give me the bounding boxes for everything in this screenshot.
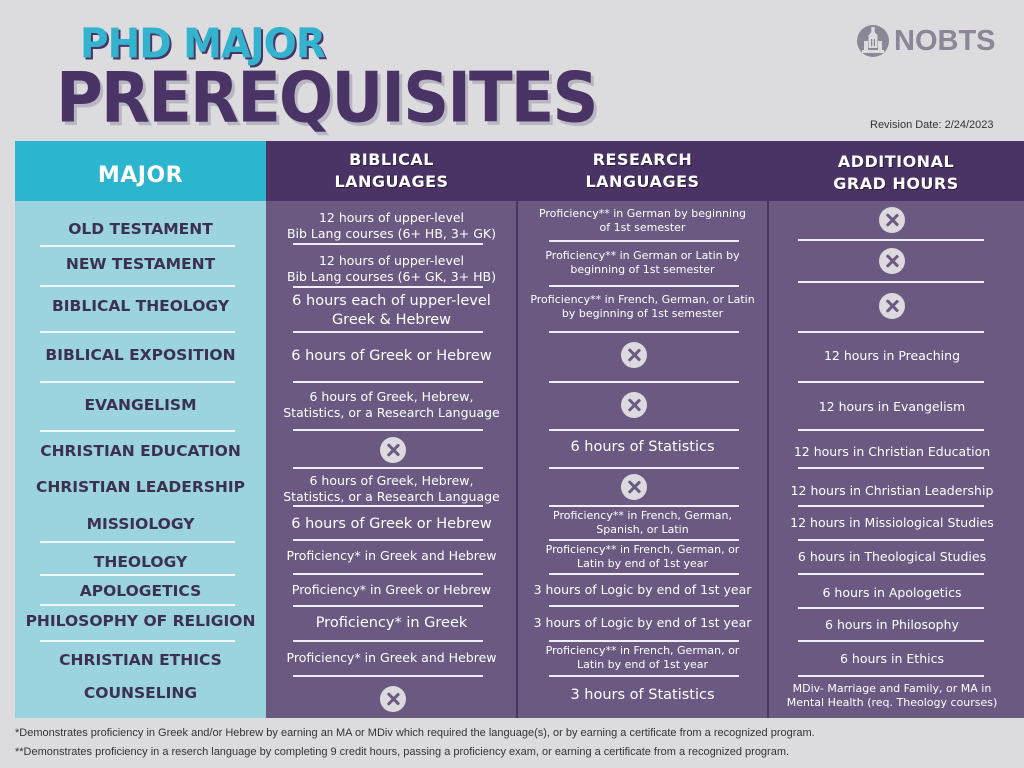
title-line-2: PREREQUISITES [56,59,597,139]
row-divider [293,539,483,541]
major-counseling: COUNSELING [83,684,198,702]
major-biblical-exposition: BIBLICAL EXPOSITION [45,346,236,364]
biblical-cell-apologetics: Proficiency* in Greek or Hebrew [291,581,492,597]
additional-cell-biblical-exposition: 12 hours in Preaching [823,347,961,363]
row-divider [798,573,984,575]
additional-cell-philosophy-of-religion: 6 hours in Philosophy [825,616,959,632]
not-required-icon [879,248,905,274]
biblical-cell-new-testament: 12 hours of upper-level Bib Lang courses (6+ GK, 3+ HB) [286,252,497,284]
row-divider [549,675,739,677]
row-divider [549,640,739,642]
row-divider [293,381,483,383]
major-christian-leadership: CHRISTIAN LEADERSHIP [35,478,246,496]
row-divider [293,675,483,677]
row-divider [798,381,984,383]
row-divider [549,573,739,575]
header-research-languages: RESEARCH LANGUAGES [585,150,700,191]
row-divider [549,505,739,507]
header-biblical-languages: BIBLICAL LANGUAGES [334,150,449,191]
row-divider [40,285,235,287]
row-divider [293,605,483,607]
major-missiology: MISSIOLOGY [86,515,195,533]
row-divider [549,381,739,383]
row-divider [798,467,984,469]
major-philosophy-of-religion: PHILOSOPHY OF RELIGION [25,612,256,630]
major-theology: THEOLOGY [93,553,188,571]
row-divider [798,281,984,283]
row-divider [293,286,483,288]
not-required-icon [621,474,647,500]
revision-date: Revision Date: 2/24/2023 [870,119,994,131]
research-cell-old-testament: Proficiency** in German by beginning of 1st semester [538,206,747,234]
additional-cell-christian-education: 12 hours in Christian Education [793,443,991,459]
header-major: MAJOR [97,163,184,189]
major-apologetics: APOLOGETICS [79,582,202,600]
not-required-icon [380,686,406,712]
not-required-icon [879,293,905,319]
additional-cell-christian-ethics: 6 hours in Ethics [840,650,944,666]
major-christian-education: CHRISTIAN EDUCATION [40,442,241,460]
biblical-cell-biblical-theology: 6 hours each of upper-level Greek & Hebrew [292,293,491,328]
row-divider [293,505,483,507]
biblical-cell-evangelism: 6 hours of Greek, Hebrew, Statistics, or a Research Language [283,388,500,420]
row-divider [40,541,235,543]
footnote-1: *Demonstrates proficiency in Greek and/or Hebrew by earning an MA or MDiv which required the language(s), or by earning a certificate from a recognized program. [15,727,815,739]
row-divider [549,331,739,333]
row-divider [40,331,235,333]
row-divider [293,573,483,575]
header-additional-grad-hours: ADDITIONAL GRAD HOURS [833,152,959,193]
additional-cell-missiology: 12 hours in Missiological Studies [790,514,994,530]
row-divider [549,467,739,469]
row-divider [549,285,739,287]
row-divider [798,331,984,333]
research-cell-christian-education: 6 hours of Statistics [570,438,715,455]
row-divider [798,640,984,642]
research-cell-christian-ethics: Proficiency** in French, German, or Latin by end of 1st year [545,643,740,671]
row-divider [798,539,984,541]
research-cell-philosophy-of-religion: 3 hours of Logic by end of 1st year [533,614,752,630]
major-biblical-theology: BIBLICAL THEOLOGY [51,297,230,315]
research-cell-new-testament: Proficiency** in German or Latin by beginning of 1st semester [545,248,740,276]
not-required-icon [380,437,406,463]
row-divider [40,430,235,432]
nobts-logo [856,24,996,58]
biblical-cell-old-testament: 12 hours of upper-level Bib Lang courses (6+ HB, 3+ GK) [286,209,497,241]
research-cell-apologetics: 3 hours of Logic by end of 1st year [533,581,752,597]
biblical-cell-philosophy-of-religion: Proficiency* in Greek [315,614,468,631]
additional-cell-counseling: MDiv- Marriage and Family, or MA in Mental Health (req. Theology courses) [786,681,998,709]
research-cell-theology: Proficiency** in French, German, or Latin by end of 1st year [545,542,740,570]
research-cell-biblical-theology: Proficiency** in French, German, or Latin by beginning of 1st semester [530,292,755,320]
footnote-2: **Demonstrates proficiency in a reserch language by completing 9 credit hours, passing a proficiency exam, or earning a certificate from a recognized program. [15,746,790,758]
not-required-icon [621,392,647,418]
biblical-cell-theology: Proficiency* in Greek and Hebrew [286,547,497,563]
row-divider [40,245,235,247]
row-divider [549,539,739,541]
biblical-cell-christian-leadership: 6 hours of Greek, Hebrew, Statistics, or a Research Language [283,472,500,504]
row-divider [798,675,984,677]
row-divider [798,607,984,609]
row-divider [549,429,739,431]
additional-cell-christian-leadership: 12 hours in Christian Leadership [790,482,994,498]
row-divider [798,239,984,241]
additional-cell-apologetics: 6 hours in Apologetics [822,584,962,600]
row-divider [293,243,483,245]
row-divider [40,604,235,606]
row-divider [293,467,483,469]
biblical-cell-missiology: 6 hours of Greek or Hebrew [291,515,492,532]
row-divider [40,381,235,383]
not-required-icon [621,342,647,368]
row-divider [293,331,483,333]
major-new-testament: NEW TESTAMENT [65,255,216,273]
research-cell-missiology: Proficiency** in French, German, Spanish, or Latin [553,508,732,536]
biblical-cell-biblical-exposition: 6 hours of Greek or Hebrew [291,347,492,364]
not-required-icon [879,207,905,233]
title-line-1: PHD MAJOR [80,20,325,69]
row-divider [293,640,483,642]
research-cell-counseling: 3 hours of Statistics [570,686,715,703]
row-divider [293,429,483,431]
row-divider [549,605,739,607]
major-evangelism: EVANGELISM [84,396,197,414]
row-divider [798,505,984,507]
row-divider [798,429,984,431]
major-old-testament: OLD TESTAMENT [68,220,213,238]
row-divider [40,640,235,642]
row-divider [40,574,235,576]
additional-cell-theology: 6 hours in Theological Studies [797,548,987,564]
additional-cell-evangelism: 12 hours in Evangelism [818,398,966,414]
seminary-building-icon [856,24,890,58]
logo-text: NOBTS [894,24,996,57]
major-christian-ethics: CHRISTIAN ETHICS [59,651,222,669]
row-divider [549,240,739,242]
biblical-cell-christian-ethics: Proficiency* in Greek and Hebrew [286,649,497,665]
